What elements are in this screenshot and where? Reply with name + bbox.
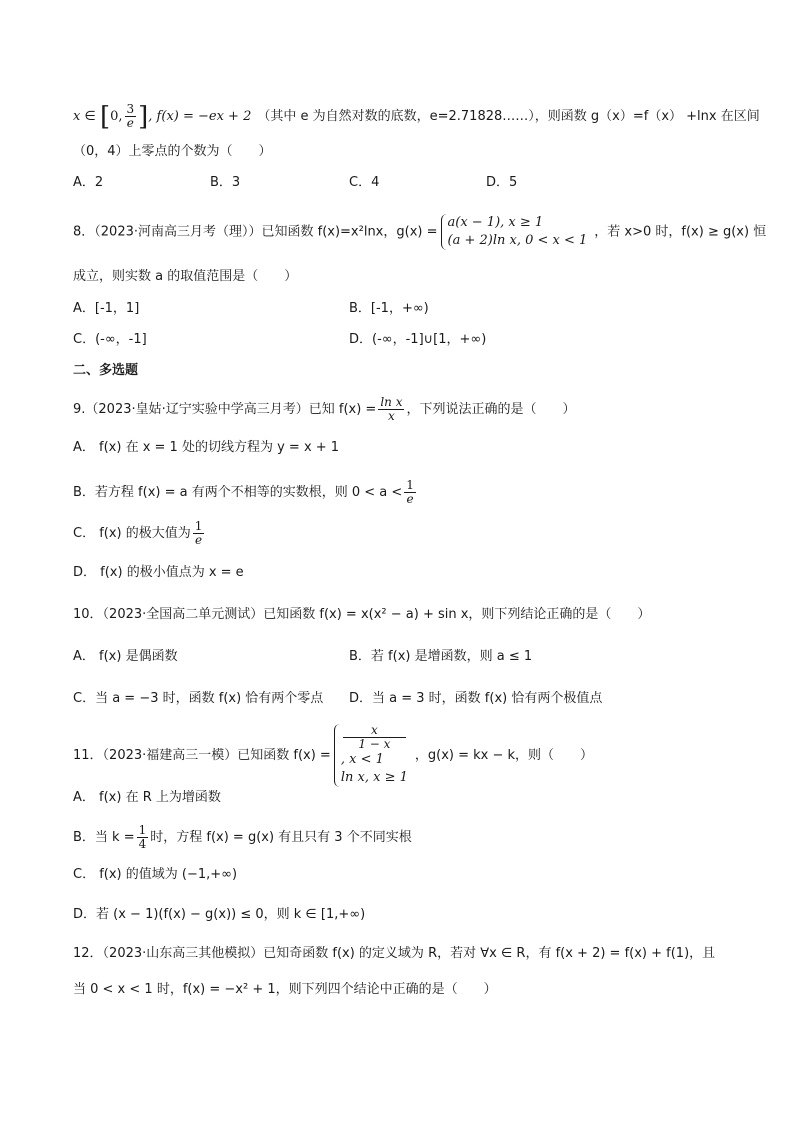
q8-option-c: C．(-∞，-1] — [73, 332, 147, 347]
q11-option-d: D．若 (x − 1)(f(x) − g(x)) ≤ 0，则 k ∈ [1,+∞) — [73, 907, 366, 922]
q9-option-a: A． f(x) 在 x = 1 处的切线方程为 y = x + 1 — [73, 440, 340, 455]
section-heading: 二、多选题 — [73, 363, 139, 378]
q11-option-a: A． f(x) 在 R 上为增函数 — [73, 790, 221, 805]
q9-option-c-den: e — [195, 533, 203, 547]
q11-option-b — [73, 824, 412, 851]
q7-cond: , f(x) = −ex + 2 — [148, 109, 252, 124]
q10-option-d: D．当 a = 3 时，函数 f(x) 恰有两个极值点 — [349, 691, 603, 706]
q11-case2: ln x, x ≥ 1 — [340, 770, 408, 785]
q11-suffix: ，g(x) = kx − k，则（ ） — [414, 748, 594, 763]
q9-option-d: D． f(x) 的极小值点为 x = e — [73, 565, 244, 580]
q9-suffix: ，下列说法正确的是（ ） — [406, 402, 576, 417]
q11-option-b-den: 4 — [138, 837, 147, 851]
q8-stem-line2: 成立，则实数 a 的取值范围是（ ） — [73, 269, 298, 284]
q10-option-a: A． f(x) 是偶函数 — [73, 649, 178, 664]
q9-option-b — [73, 479, 418, 506]
q7-option-a: A．2 — [73, 175, 104, 190]
q9-option-c-text: C． f(x) 的极大值为 — [73, 526, 191, 541]
q10-option-c: C．当 a = −3 时，函数 f(x) 恰有两个零点 — [73, 691, 324, 706]
q9-option-c-fraction — [193, 520, 205, 547]
q11-case1-den: 1 − x — [358, 737, 391, 751]
q11-stem — [73, 724, 593, 787]
q11-case1-cond: , x < 1 — [340, 752, 384, 767]
q7-option-c: C．4 — [349, 175, 380, 190]
q8-piecewise — [441, 214, 592, 250]
q11-option-b-post: 时，方程 f(x) = g(x) 有且只有 3 个不同实根 — [150, 830, 412, 845]
q9-option-b-den: e — [406, 492, 414, 506]
q11-piecewise — [334, 724, 412, 787]
q11-option-b-num: 1 — [138, 823, 147, 837]
q7-option-b: B．3 — [210, 175, 241, 190]
q9-fraction — [378, 396, 404, 423]
q8-stem-line1 — [73, 214, 766, 250]
q10-option-b: B．若 f(x) 是增函数，则 a ≤ 1 — [349, 649, 533, 664]
q9-option-b-fraction — [404, 479, 416, 506]
q8-option-b: B．[-1，+∞) — [349, 301, 429, 316]
q8-case2: (a + 2)ln x, 0 < x < 1 — [447, 233, 588, 248]
q11-option-b-fraction — [137, 824, 149, 851]
q7-stem-line1: x ∈ [0, $\frac{3}{e}$ ], f(x) = −ex + 2 （其中 e 为自然对数的底数，e=2.71828……），则函数 g（x）=f（x） +lnx 在区间 — [73, 101, 760, 132]
q11-prefix: 11．（2023·福建高三一模）已知函数 f(x) = — [73, 748, 331, 763]
q11-case1-fraction — [343, 724, 406, 751]
q8-case1: a(x − 1), x ≥ 1 — [447, 215, 544, 230]
q8-suffix: ，若 x>0 时，f(x) ≥ g(x) 恒 — [594, 224, 767, 240]
q11-option-c: C． f(x) 的值域为 (−1,+∞) — [73, 867, 238, 882]
q7-option-d: D．5 — [486, 175, 518, 190]
q7-stem-line2: （0，4）上零点的个数为（ ） — [73, 144, 272, 159]
q7-note: （其中 e 为自然对数的底数，e=2.71828……），则函数 g（x）=f（x） +lnx 在区间 — [257, 109, 760, 124]
q9-stem — [73, 396, 576, 423]
q11-option-b-pre: B．当 k = — [73, 830, 135, 845]
q9-option-b-text: B．若方程 f(x) = a 有两个不相等的实数根，则 0 < a < — [73, 485, 403, 500]
q8-prefix: 8．（2023·河南高三月考（理））已知函数 f(x)=x²lnx，g(x) = — [73, 224, 438, 240]
q8-option-d: D．(-∞，-1]∪[1，+∞) — [349, 332, 487, 347]
q12-stem-line2: 当 0 < x < 1 时，f(x) = −x² + 1，则下列四个结论中正确的是（ ） — [73, 982, 497, 997]
q11-case1-num: x — [343, 724, 406, 738]
q10-stem: 10．（2023·全国高二单元测试）已知函数 f(x) = x(x² − a) + sin x，则下列结论正确的是（ ） — [73, 607, 651, 622]
q9-option-b-num: 1 — [406, 478, 414, 492]
q9-prefix: 9.（2023·皇姑·辽宁实验中学高三月考）已知 f(x) = — [73, 402, 377, 417]
q9-frac-den: x — [388, 409, 395, 423]
q9-option-c-num: 1 — [194, 519, 203, 533]
q9-frac-num: ln x — [380, 395, 403, 409]
q8-option-a: A．[-1，1] — [73, 301, 140, 316]
q11-case1 — [341, 724, 408, 769]
q12-stem-line1: 12．（2023·山东高三其他模拟）已知奇函数 f(x) 的定义域为 R，若对 ∀x ∈ R，有 f(x + 2) = f(x) + f(1)，且 — [73, 946, 716, 961]
q9-option-c — [73, 520, 206, 547]
